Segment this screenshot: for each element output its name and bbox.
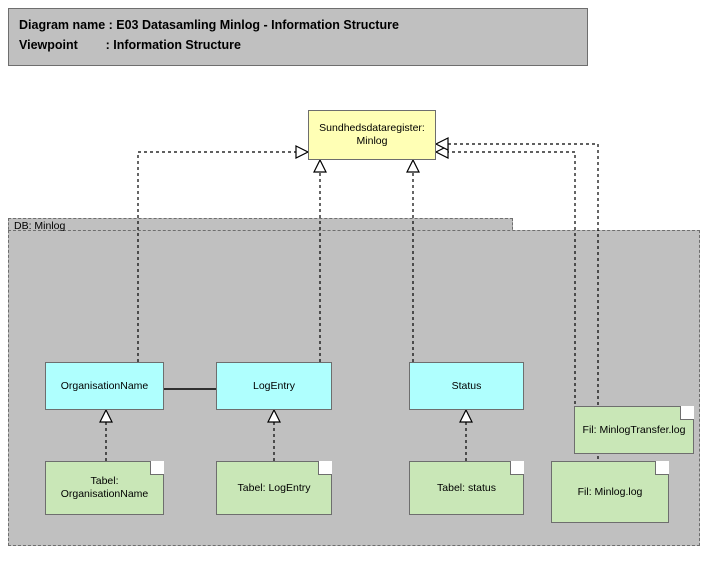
diagram-name-line: Diagram name : E03 Datasamling Minlog - Information Structure [19, 18, 399, 32]
artifact-fil-minlogtransfer-log[interactable] [574, 406, 694, 454]
db-group-label: DB: Minlog [14, 220, 66, 232]
diagram-header [8, 8, 588, 66]
node-label: Fil: MinlogTransfer.log [582, 423, 686, 436]
folded-corner-icon [510, 461, 524, 475]
node-label: Sundhedsdataregister: Minlog [319, 122, 425, 147]
node-status[interactable] [409, 362, 524, 410]
artifact-tabel-organisationname[interactable] [45, 461, 164, 515]
node-organisationname[interactable] [45, 362, 164, 410]
folded-corner-icon [655, 461, 669, 475]
node-label: Fil: Minlog.log [577, 485, 643, 498]
viewpoint-line: Viewpoint : Information Structure [19, 38, 242, 52]
node-label: Tabel: LogEntry [237, 481, 311, 494]
node-label: Status [451, 379, 482, 392]
node-label: OrganisationName [60, 379, 149, 392]
folded-corner-icon [680, 406, 694, 420]
node-label: Tabel: status [437, 481, 496, 494]
artifact-tabel-logentry[interactable] [216, 461, 332, 515]
artifact-fil-minlog-log[interactable] [551, 461, 669, 523]
node-label: LogEntry [252, 379, 296, 392]
artifact-tabel-status[interactable] [409, 461, 524, 515]
node-sundhedsdataregister-minlog[interactable] [308, 110, 436, 160]
node-logentry[interactable] [216, 362, 332, 410]
node-label: Tabel: OrganisationName [60, 475, 149, 500]
folded-corner-icon [150, 461, 164, 475]
folded-corner-icon [318, 461, 332, 475]
